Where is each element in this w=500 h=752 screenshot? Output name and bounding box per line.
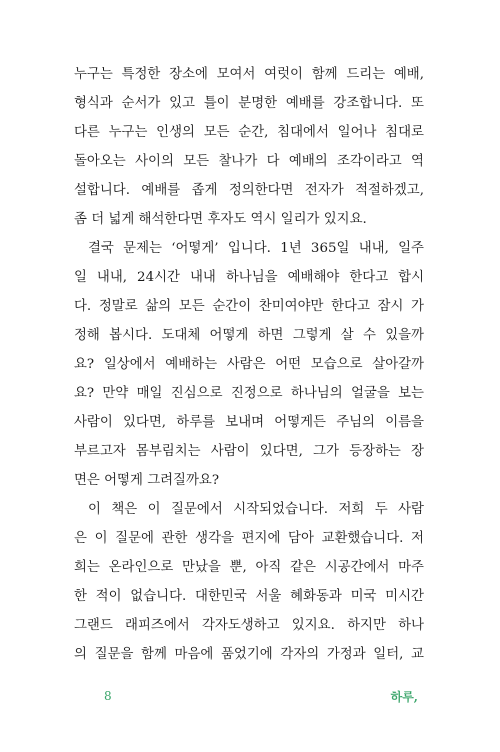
text-line: 돌아오는 사이의 모든 찰나가 다 예배의 조각이라고 역 xyxy=(74,154,424,169)
text-line: 설합니다. 예배를 좁게 정의한다면 전자가 적절하겠고, xyxy=(74,183,424,198)
text-line: 의 질문을 함께 마음에 품었기에 각자의 가정과 일터, 교 xyxy=(74,647,424,662)
text-line: 부르고자 몸부림치는 사람이 있다면, 그가 등장하는 장 xyxy=(74,444,424,459)
body-text xyxy=(74,60,424,669)
text-line: 정해 봅시다. 도대체 어떻게 하면 그렇게 살 수 있을까 xyxy=(74,328,424,343)
text-line: 은 이 질문에 관한 생각을 편지에 담아 교환했습니다. 저 xyxy=(74,531,424,546)
text-line: 형식과 순서가 있고 틀이 분명한 예배를 강조합니다. 또 xyxy=(74,96,424,111)
book-title: 하루, xyxy=(390,690,418,704)
text-line: 좀 더 넓게 해석한다면 후자도 역시 일리가 있지요. xyxy=(74,212,367,227)
text-line: 희는 온라인으로 만났을 뿐, 아직 같은 시공간에서 마주 xyxy=(74,560,424,575)
text-line: 면은 어떻게 그려질까요? xyxy=(74,473,220,488)
text-line: 요? 만약 매일 진심으로 진정으로 하나님의 얼굴을 보는 xyxy=(74,386,424,401)
paragraph xyxy=(74,495,424,669)
page-number: 8 xyxy=(104,689,112,703)
paragraph xyxy=(74,60,424,234)
text-line: 다. 정말로 삶의 모든 순간이 찬미여야만 한다고 잠시 가 xyxy=(74,299,424,314)
paragraph xyxy=(74,234,424,495)
text-line: 결국 문제는 ‘어떻게’ 입니다. 1년 365일 내내, 일주 xyxy=(88,241,424,256)
text-line: 일 내내, 24시간 내내 하나님을 예배해야 한다고 합시 xyxy=(74,270,424,285)
text-line: 사람이 있다면, 하루를 보내며 어떻게든 주님의 이름을 xyxy=(74,415,424,430)
text-line: 다른 누구는 인생의 모든 순간, 침대에서 일어나 침대로 xyxy=(74,125,424,140)
text-line: 요? 일상에서 예배하는 사람은 어떤 모습으로 살아갈까 xyxy=(74,357,424,372)
text-line: 한 적이 없습니다. 대한민국 서울 혜화동과 미국 미시간 xyxy=(74,589,424,604)
text-line: 누구는 특정한 장소에 모여서 여럿이 함께 드리는 예배, xyxy=(74,67,424,82)
text-line: 이 책은 이 질문에서 시작되었습니다. 저희 두 사람 xyxy=(88,502,424,517)
text-line: 그랜드 래피즈에서 각자도생하고 있지요. 하지만 하나 xyxy=(74,618,424,633)
